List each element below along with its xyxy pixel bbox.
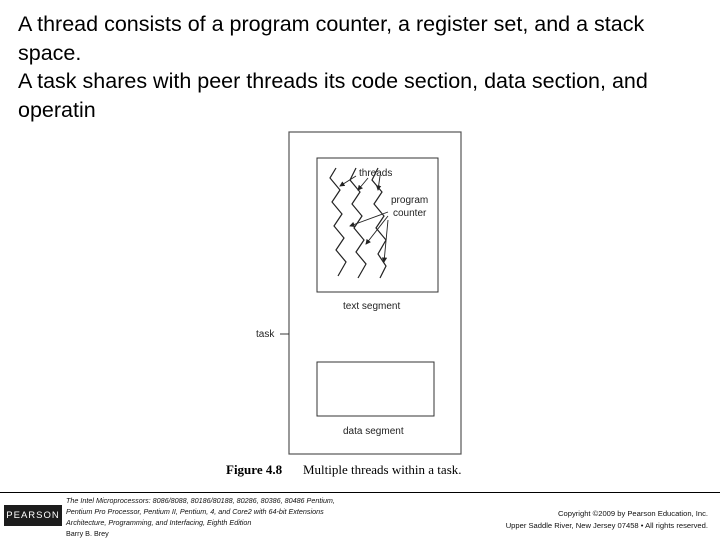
copyright-notice (408, 508, 708, 532)
slide-text-line1: A thread consists of a program counter, a register set, and a stack space. (18, 12, 645, 65)
pearson-logo (4, 505, 62, 526)
figure-caption-number: Figure 4.8 (226, 462, 283, 477)
data-segment-box (317, 362, 434, 416)
threads-label: threads (359, 168, 393, 179)
copyright-line2: Upper Saddle River, New Jersey 07458 • All rights reserved. (505, 521, 708, 530)
book-title-line2: Pentium Pro Processor, Pentium II, Pentium, 4, and Core2 with 64-bit Extensions (66, 507, 324, 516)
program-label: program (391, 195, 429, 206)
book-title-line1: The Intel Microprocessors: 8086/8088, 80186/80188, 80286, 80386, 80486 Pentium, (66, 496, 335, 505)
copyright-line1: Copyright ©2009 by Pearson Education, Inc. (558, 509, 708, 518)
data-segment-label: data segment (343, 426, 404, 437)
pc-arrow-3 (384, 220, 388, 262)
task-label: task (256, 329, 275, 340)
figure-caption-text: Multiple threads within a task. (303, 462, 462, 477)
pearson-logo-text: PEARSON (6, 510, 60, 521)
threads-arrow-2 (358, 178, 368, 190)
book-citation (66, 495, 396, 539)
book-author: Barry B. Brey (66, 529, 109, 538)
counter-label: counter (393, 208, 427, 219)
slide-text-line2: A task shares with peer threads its code section, data section, and operatin (18, 69, 648, 122)
task-outer-box (289, 132, 461, 454)
text-segment-label: text segment (343, 301, 401, 312)
pc-arrow-2 (366, 216, 388, 244)
book-title-line3: Architecture, Programming, and Interfacing, Eighth Edition (66, 518, 252, 527)
footer-divider (0, 492, 720, 493)
